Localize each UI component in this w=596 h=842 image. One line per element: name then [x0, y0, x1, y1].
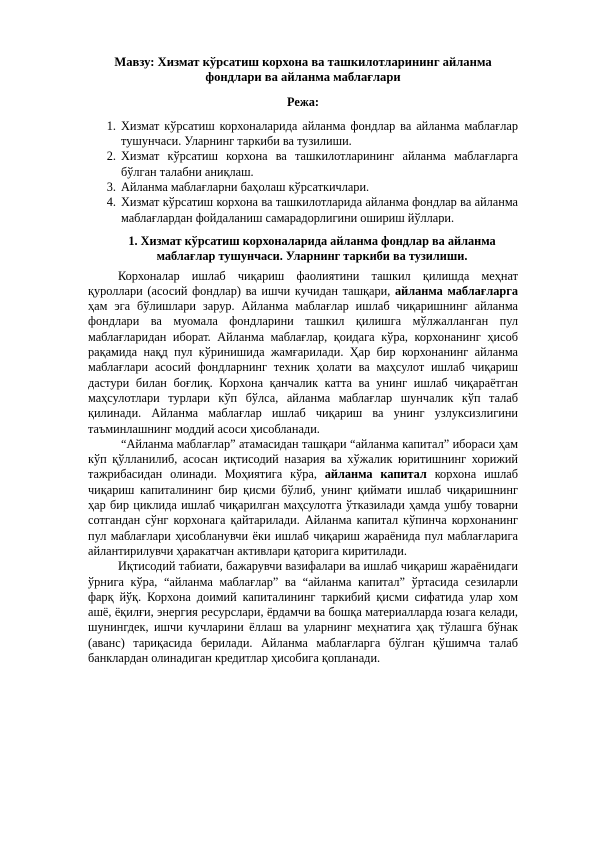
paragraph-1-term: айланма маблағларга: [394, 283, 518, 298]
section-heading: 1. Хизмат кўрсатиш корхоналарида айланма фондлар ва айланма маблағлар тушунчаси. Уларнинг таркиби ва тузилиши.: [128, 233, 496, 264]
paragraph-1: [88, 269, 518, 437]
paragraph-2: [88, 437, 518, 559]
paragraph-1-text-c: ҳам эга бўлишлари зарур. Айланма маблағлар ишлаб чиқаришнинг айланма фондлари ва муомала фондларини ташкил қилишга мўлжалланган пул маблағларидан иборат. Айланма маблағлар, қоидага кўра, корхонанинг ҳисоб рақамида нақд пул кўринишида жамғарилади. Ҳар бир корхонанинг айланма маблағлари асосий фондларнинг техник ҳолати ва маҳсулот ишлаб чиқариш дастури билан боғлиқ. Корхона қанчалик катта ва унинг ишлаб чиқараётган маҳсулотлари турлари кўп бўлса, айланма маблағлар шунчалик кўп талаб қилинади. Айланма маблағлар ишлаб чиқариш ва унинг узлуксизлигини таъминлашнинг моддий асоси ҳисобланади.: [88, 299, 518, 436]
paragraph-2-text-c: корхона ишлаб чиқариш капиталининг бир қисми бўлиб, унинг қиймати ишлаб чиқаришнинг ҳар бир циклида ишлаб чиқарилган маҳсулотга ўтказилади ҳамда ушбу товарни сотгандан сўнг корхонага қайтарилади. Айланма капитал кўпинча корхонанинг пул маблағлари ҳисобланувчи ёки ишлаб чиқариш жараёнида пул маблағларига айлантирилувчи ҳаракатчан активлари қаторига киритилади.: [88, 467, 518, 558]
plan-item: 1. Хизмат кўрсатиш корхоналарида айланма фондлар ва айланма маблағлар тушунчаси. Уларнинг таркиби ва тузилиши.: [119, 119, 518, 150]
document-title: Мавзу: Хизмат кўрсатиш корхона ва ташкилотларининг айланма фондлари ва айланма маблағлари: [114, 55, 492, 85]
plan-item: 3. Айланма маблағларни баҳолаш кўрсаткичлари.: [119, 180, 518, 195]
paragraph-3: Иқтисодий табиати, бажарувчи вазифалари ва ишлаб чиқариш жараёнидаги ўрнига кўра, “айланма маблағлар” ва “айланма капитал” ўртасида сезиларли фарқ йўқ. Корхона доимий капиталининг таркибий қисми сифатида улар хом ашё, ёқилғи, энергия ресурслари, ёрдамчи ва бошқа материалларда юзага келади, шунингдек, ишчи кучларини ёллаш ва уларнинг меҳнатига ҳақ тўлашга бўнак (аванс) тариқасида берилади. Айланма маблағларга бўлган қўшимча талаб банклардан олинадиган кредитлар ҳисобига қопланади.: [88, 559, 518, 665]
paragraph-1-text-a: Корхоналар ишлаб чиқариш фаолиятини ташкил қилишда меҳнат қуроллари (асосий фондлар) ва ишчи кучидан ташқари,: [88, 268, 518, 298]
plan-item: 2. Хизмат кўрсатиш корхона ва ташкилотларининг айланма маблағларга бўлган талабни аниқлаш.: [119, 149, 518, 180]
plan-item: 4. Хизмат кўрсатиш корхона ва ташкилотларида айланма фондлар ва айланма маблағлардан фойдаланиш самарадорлигини ошириш йўллари.: [119, 195, 518, 226]
paragraph-2-term: айланма капитал: [324, 467, 427, 482]
plan-list: [88, 119, 518, 226]
plan-heading: Режа:: [287, 94, 319, 109]
paragraph-2-text-a: “Айланма маблағлар” атамасидан ташқари “айланма капитал” ибораси ҳам кўп қўлланилиб, асосан иқтисодий назария ва хўжалик юритишнинг хорижий тажрибасидан олинади. Моҳиятига кўра,: [88, 436, 518, 482]
